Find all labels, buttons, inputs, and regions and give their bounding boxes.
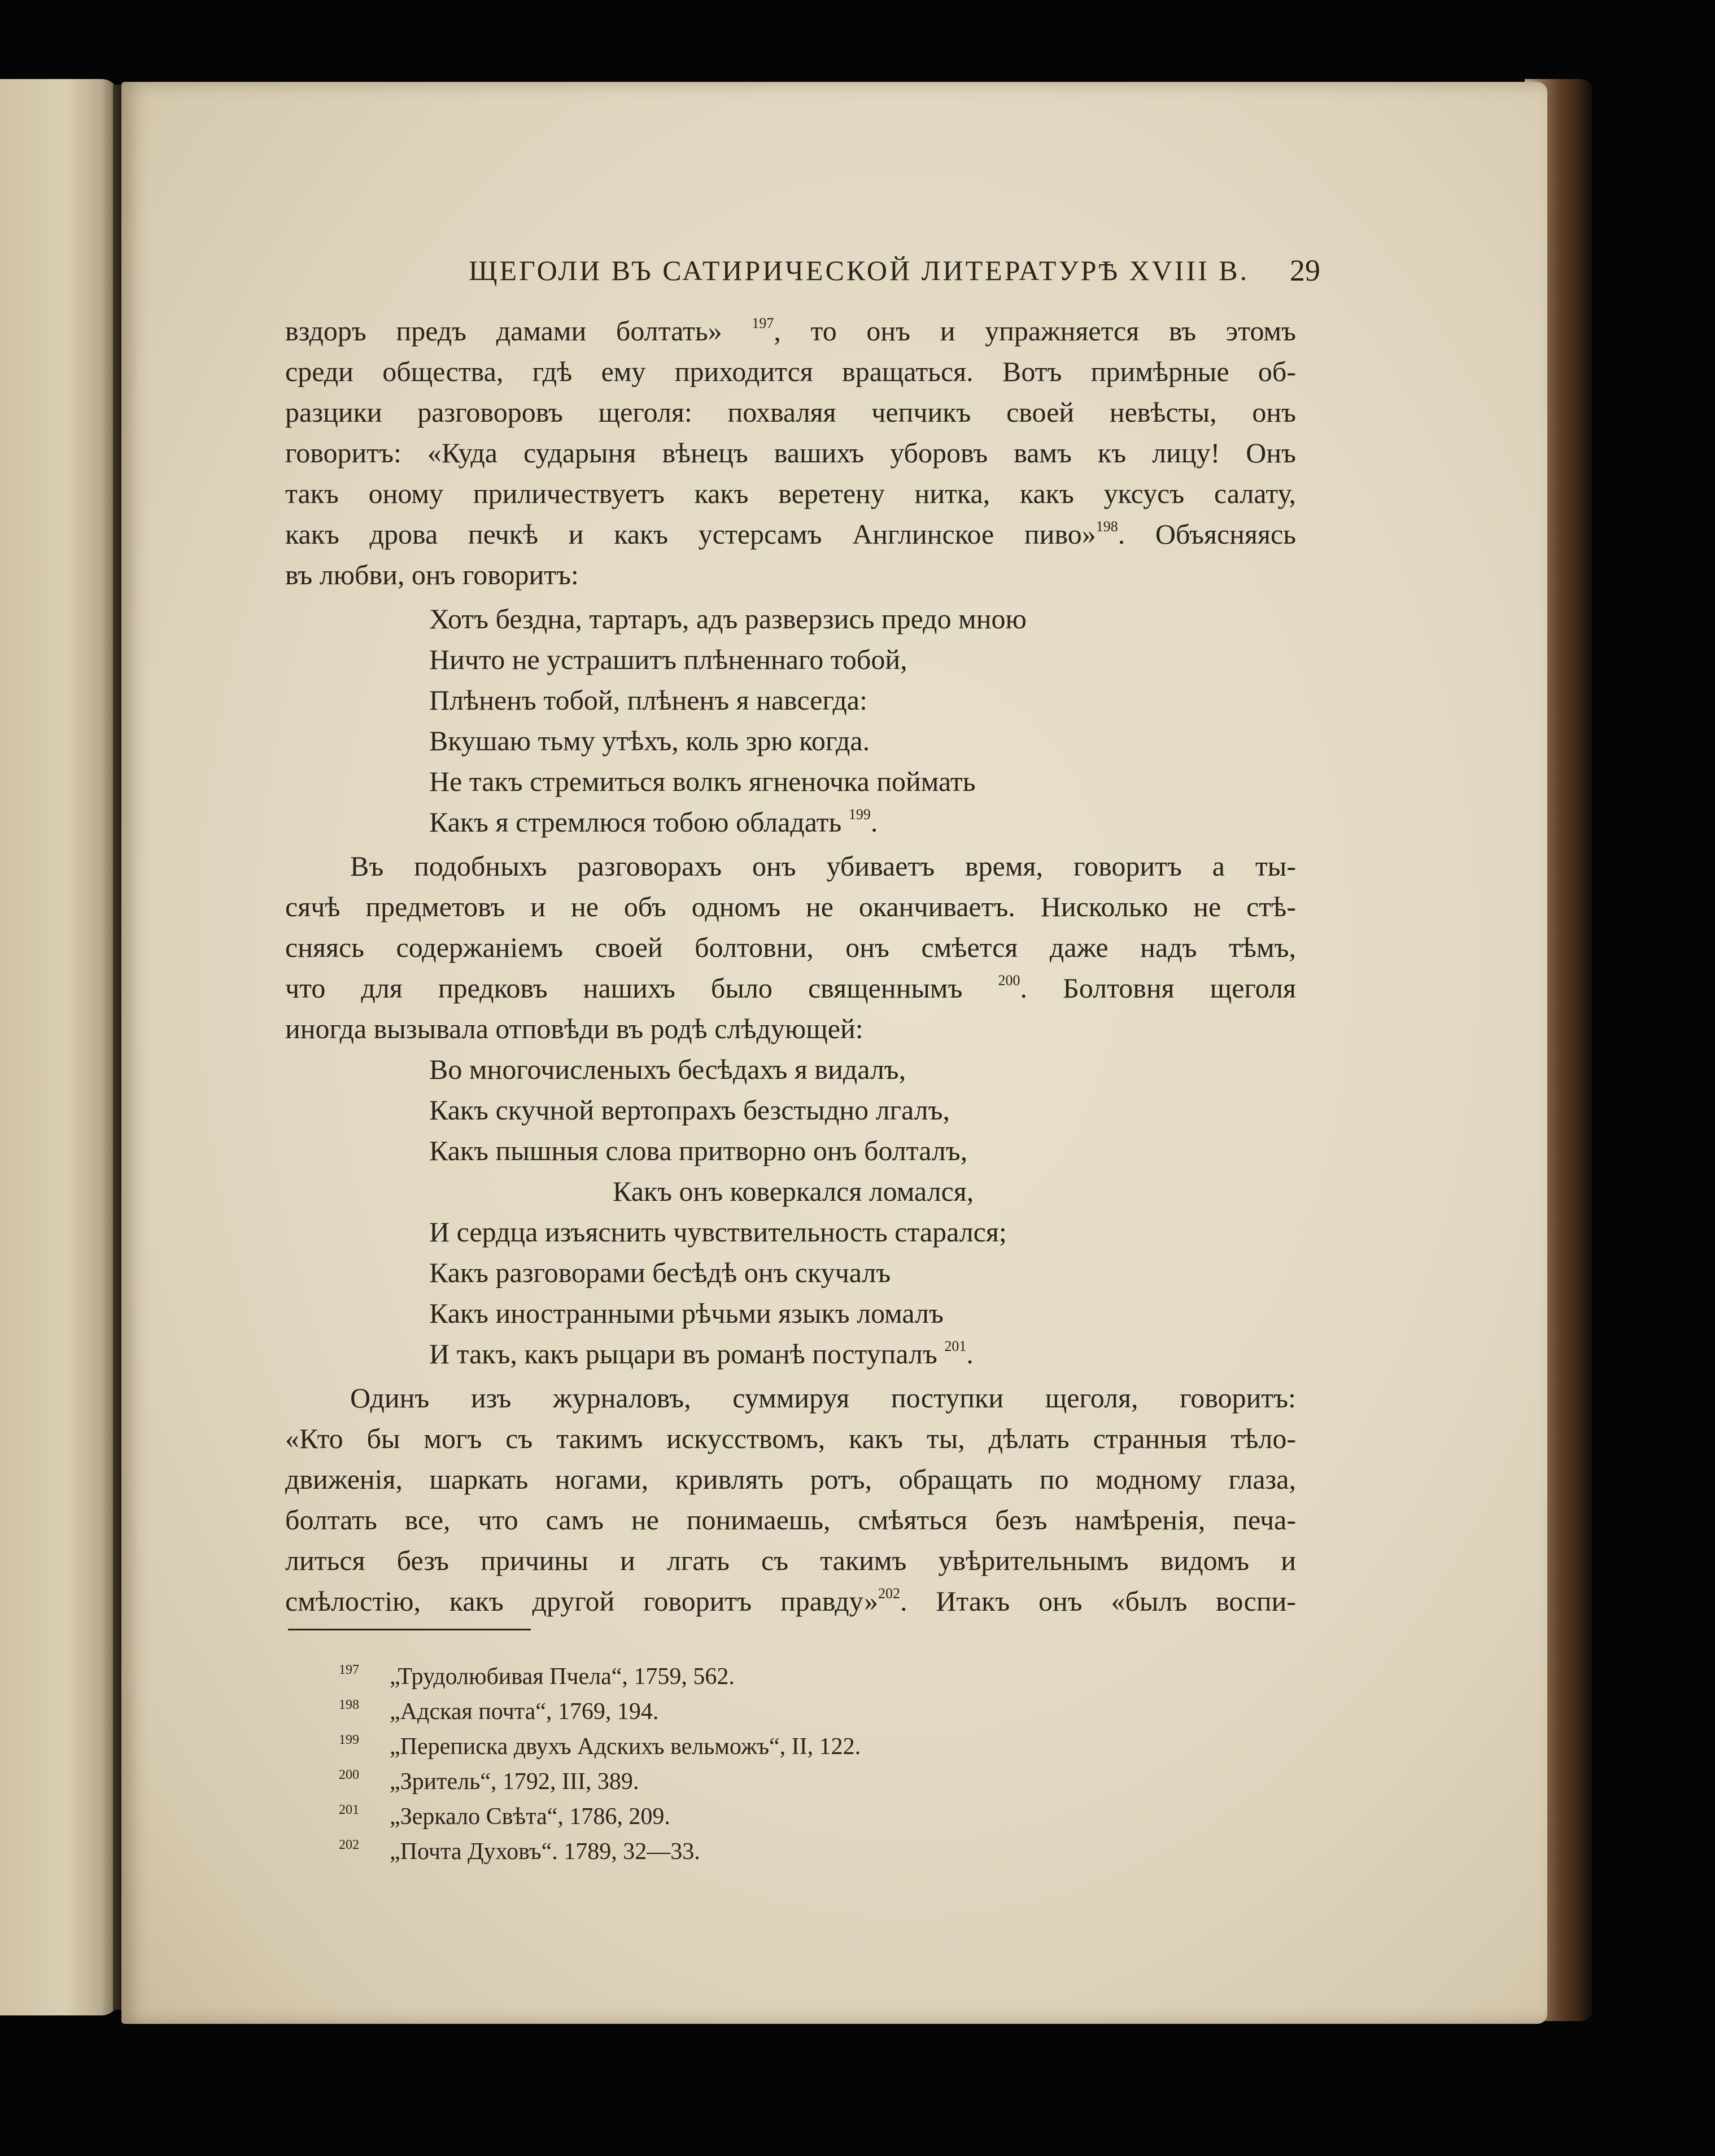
paragraph1-line-5: такъ оному приличествуетъ какъ веретену нитка, какъ уксусъ салату, [285, 478, 1296, 509]
verse1-line-3: Плѣненъ тобой, плѣненъ я навсегда: [429, 684, 867, 716]
verse2-line-7: Какъ иностранными рѣчьми языкъ ломалъ [429, 1297, 944, 1329]
running-title: ЩЕГОЛИ ВЪ САТИРИЧЕСКОЙ ЛИТЕРАТУРѢ XVIII В. [469, 255, 1250, 286]
footnote-202: 202 „Почта Духовъ“. 1789, 32—33. [339, 1838, 700, 1865]
verse2-line-8: И такъ, какъ рыцари въ романѣ поступалъ $^{201}$. [429, 1338, 974, 1370]
paragraph3-line-6: смѣлостію, какъ другой говоритъ правду»$^{202}$. Итакъ онъ «былъ воспи- [285, 1585, 1296, 1617]
paragraph2-line-5: иногда вызывала отповѣди въ родѣ слѣдующей: [285, 1013, 863, 1044]
paragraph3-line-2: «Кто бы могъ съ такимъ искусствомъ, какъ ты, дѣлать странныя тѣло- [285, 1423, 1296, 1454]
footnote-200: 200 „Зритель“, 1792, III, 389. [339, 1768, 639, 1795]
footnote-separator [288, 1629, 531, 1630]
footnote-199: 199 „Переписка двухъ Адскихъ вельможъ“, II, 122. [339, 1733, 861, 1760]
paragraph3-line-1: Одинъ изъ журналовъ, суммируя поступки щеголя, говоритъ: [350, 1382, 1296, 1414]
page-number: 29 [1290, 253, 1320, 287]
verse2-line-2: Какъ скучной вертопрахъ безстыдно лгалъ, [429, 1094, 950, 1126]
verse1-line-4: Вкушаю тьму утѣхъ, коль зрю когда. [429, 725, 870, 756]
footnote-ref-198: 198 [1096, 518, 1118, 535]
paragraph1-line-4: говоритъ: «Куда сударыня вѣнецъ вашихъ уборовъ вамъ къ лицу! Онъ [285, 437, 1296, 469]
paragraph2-line-4: что для предковъ нашихъ было священнымъ $^{200}$. Болтовня щеголя [285, 972, 1297, 1004]
paragraph1-line-7: въ любви, онъ говоритъ: [285, 559, 579, 591]
paragraph2-line-2: сячѣ предметовъ и не объ одномъ не оканчиваетъ. Нисколько не стѣ- [285, 891, 1296, 922]
verse1-line-2: Ничто не устрашитъ плѣненнаго тобой, [429, 644, 907, 675]
verse1-line-1: Хотъ бездна, тартаръ, адъ разверзись предо мною [429, 603, 1027, 635]
paragraph1-line-3: разцики разговоровъ щеголя: похваляя чепчикъ своей невѣсты, онъ [285, 396, 1296, 428]
paragraph1-line-2: среди общества, гдѣ ему приходится вращаться. Вотъ примѣрные об- [285, 356, 1296, 387]
paragraph3-line-4: болтать все, что самъ не понимаешь, смѣяться безъ намѣренія, печа- [285, 1504, 1296, 1536]
verse2-line-3: Какъ пышныя слова притворно онъ болталъ, [429, 1135, 968, 1166]
paragraph2-line-3: сняясь содержаніемъ своей болтовни, онъ смѣется даже надъ тѣмъ, [285, 932, 1296, 963]
paragraph1-line-6: какъ дрова печкѣ и какъ устерсамъ Англинское пиво»$^{198}$. Объясняясь [285, 518, 1296, 550]
paragraph1-line-1: вздоръ предъ дамами болтать» $^{197}$, то онъ и упражняется въ этомъ [285, 315, 1297, 347]
footnote-201: 201 „Зеркало Свѣта“, 1786, 209. [339, 1803, 670, 1830]
footnote-197: 197 „Трудолюбивая Пчела“, 1759, 562. [339, 1663, 735, 1690]
footnote-ref-200: 200 [998, 972, 1020, 989]
paragraph2-line-1: Въ подобныхъ разговорахъ онъ убиваетъ время, говоритъ а ты- [350, 850, 1296, 882]
verse2-line-6: Какъ разговорами бесѣдѣ онъ скучалъ [429, 1257, 891, 1288]
footnote-198: 198 „Адская почта“, 1769, 194. [339, 1698, 659, 1725]
verse1-line-5: Не такъ стремиться волкъ ягненочка поймать [429, 766, 976, 797]
verse2-line-5: И сердца изъяснить чувствительность старался; [429, 1216, 1007, 1248]
footnote-ref-197: 197 [752, 315, 774, 331]
verse2-line-1: Во многочисленыхъ бесѣдахъ я видалъ, [429, 1053, 906, 1085]
paragraph3-line-3: движенія, шаркать ногами, кривлять ротъ, обращать по модному глаза, [285, 1463, 1296, 1495]
paragraph3-line-5: литься безъ причины и лгать съ такимъ увѣрительнымъ видомъ и [285, 1545, 1296, 1576]
footnote-ref-201: 201 [944, 1338, 967, 1354]
verse1-line-6: Какъ я стремлюся тобою обладать $^{199}$. [429, 806, 878, 838]
footnote-ref-202: 202 [878, 1585, 900, 1602]
verse2-line-4: Какъ онъ коверкался ломался, [613, 1175, 974, 1207]
footnote-ref-199: 199 [848, 806, 871, 823]
